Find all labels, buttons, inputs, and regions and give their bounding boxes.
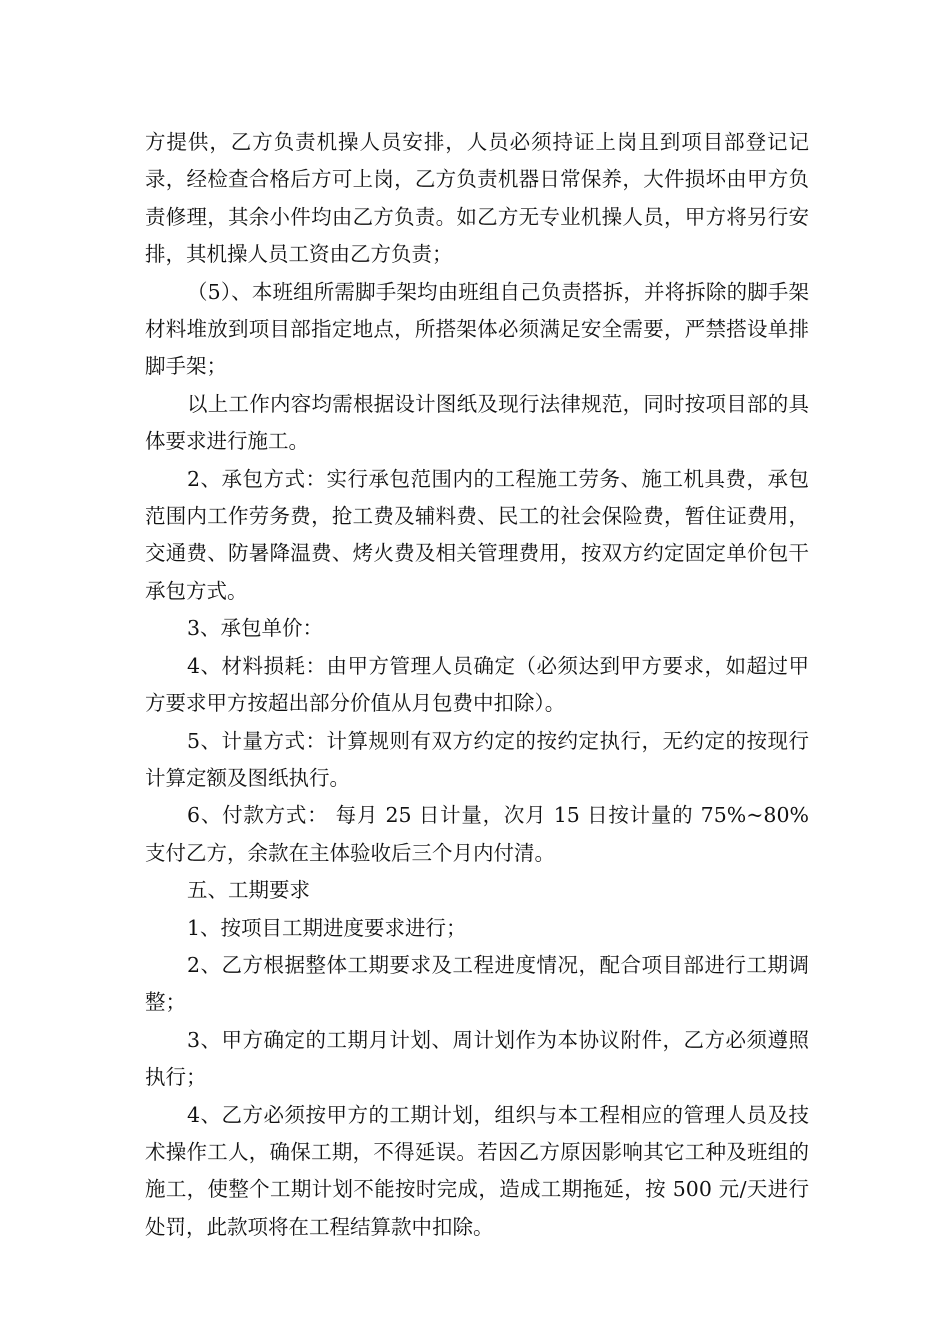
section-heading-schedule: 五、工期要求 bbox=[187, 878, 311, 903]
document-body bbox=[145, 124, 809, 1246]
paragraph-schedule-2: 2、乙方根据整体工期要求及工程进度情况，配合项目部进行工期调整； bbox=[145, 952, 809, 1015]
paragraph-measurement: 5、计量方式：计算规则有双方约定的按约定执行，无约定的按现行计算定额及图纸执行。 bbox=[145, 728, 809, 790]
paragraph-schedule-3: 3、甲方确定的工期月计划、周计划作为本协议附件，乙方必须遵照执行； bbox=[145, 1027, 809, 1090]
paragraph-work-requirements: 以上工作内容均需根据设计图纸及现行法律规范，同时按项目部的具体要求进行施工。 bbox=[145, 391, 809, 454]
paragraph-payment: 6、付款方式： 每月 25 日计量，次月 15 日按计量的 75%~80%支付乙方，余款在主体验收后三个月内付清。 bbox=[145, 803, 809, 865]
paragraph-unit-price: 3、承包单价： bbox=[187, 616, 324, 641]
paragraph-schedule-1: 1、按项目工期进度要求进行； bbox=[187, 915, 467, 940]
paragraph-scaffolding: （5）、本班组所需脚手架均由班组自己负责搭拆，并将拆除的脚手架材料堆放到项目部指定地点，所搭架体必须满足安全需要，严禁搭设单排脚手架； bbox=[145, 279, 809, 379]
paragraph-contract-method: 2、承包方式：实行承包范围内的工程施工劳务、施工机具费，承包范围内工作劳务费，抢工费及辅料费、民工的社会保险费，暂住证费用，交通费、防暑降温费、烤火费及相关管理费用，按双方约定固定单价包干承包方式。 bbox=[145, 466, 809, 603]
paragraph-machine-operators: 方提供，乙方负责机操人员安排，人员必须持证上岗且到项目部登记记录，经检查合格后方可上岗，乙方负责机器日常保养，大件损坏由甲方负责修理，其余小件均由乙方负责。如乙方无专业机操人员，甲方将另行安排，其机操人员工资由乙方负责； bbox=[145, 130, 809, 267]
paragraph-material-loss: 4、材料损耗：由甲方管理人员确定（必须达到甲方要求，如超过甲方要求甲方按超出部分价值从月包费中扣除）。 bbox=[145, 653, 809, 716]
paragraph-schedule-4: 4、乙方必须按甲方的工期计划，组织与本工程相应的管理人员及技术操作工人，确保工期，不得延误。若因乙方原因影响其它工种及班组的施工，使整个工期计划不能按时完成，造成工期拖延，按 500 元/天进行处罚，此款项将在工程结算款中扣除。 bbox=[145, 1102, 809, 1239]
